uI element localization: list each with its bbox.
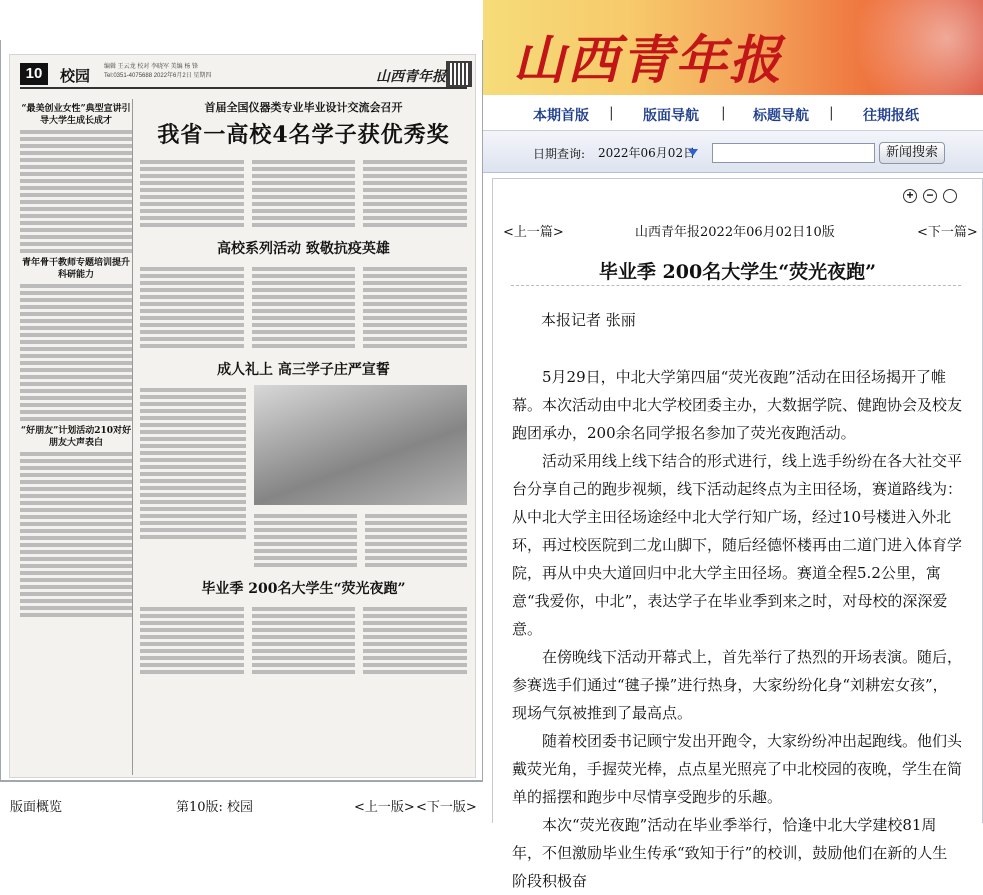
next-article-link[interactable]: <下一篇> <box>917 225 978 240</box>
article-paragraph: 在傍晚线下活动开幕式上，首先举行了热烈的开场表演。随后，参赛选手们通过“毽子操”进行热身，大家纷纷化身“刘耕宏女孩”，现场气氛被推到了最高点。 <box>512 648 963 722</box>
article-byline: 本报记者 张丽 <box>541 311 636 329</box>
next-page-link[interactable]: <下一版> <box>416 800 477 815</box>
article-paragraph: 本次“荧光夜跑”活动在毕业季举行，恰逢中北大学建校81周年，不但激励毕业生传承“致知于行”的校训，鼓励他们在新的人生阶段积极奋 <box>512 816 948 890</box>
search-input[interactable] <box>712 143 875 163</box>
nav-separator: | <box>829 105 834 121</box>
article-panel <box>492 178 983 890</box>
side-column <box>20 99 133 775</box>
article-breadcrumb: 山西青年报2022年06月02日10版 <box>635 225 835 240</box>
ceremony-photo <box>254 385 467 505</box>
prev-article-link[interactable]: <上一篇> <box>503 225 564 240</box>
date-query-label: 日期查询: <box>533 147 586 161</box>
nav-page-nav[interactable]: 版面导航 <box>643 108 699 124</box>
qr-code-icon <box>446 61 472 87</box>
newspaper-page-image[interactable] <box>9 54 476 778</box>
date-select[interactable]: 2022年06月02日 <box>598 146 696 160</box>
nav-separator: | <box>609 105 614 121</box>
side-headline-2[interactable]: 青年骨干教师专题培训提升科研能力 <box>21 258 130 280</box>
dropdown-arrow-icon[interactable] <box>688 149 698 156</box>
page-number: 10 <box>20 63 48 85</box>
nav-current-front[interactable]: 本期首版 <box>533 108 589 124</box>
nav-archive[interactable]: 往期报纸 <box>863 108 919 124</box>
headline-4[interactable]: 毕业季 200名大学生“荧光夜跑” <box>201 581 406 597</box>
article-body <box>512 363 962 895</box>
search-bar <box>483 131 983 173</box>
current-page-label: 第10版: 校园 <box>176 800 254 815</box>
article-paragraph: 随着校团委书记顾宁发出开跑令，大家纷纷冲出起跑线。他们头戴荧光角，手握荧光棒，点点星光照亮了中北校园的夜晚，学生在简单的摇摆和跑步中尽情享受跑步的乐趣。 <box>512 732 963 806</box>
overview-link[interactable]: 版面概览 <box>10 800 63 815</box>
site-logo: 山西青年报 <box>513 30 784 91</box>
nav-title-nav[interactable]: 标题导航 <box>753 108 809 124</box>
divider <box>511 285 961 286</box>
zoom-reset-icon[interactable] <box>943 189 957 203</box>
page-section-name: 校园 <box>60 67 91 85</box>
headline-2[interactable]: 高校系列活动 致敬抗疫英雄 <box>217 241 390 257</box>
page-logo: 山西青年报 <box>376 69 446 85</box>
page-footer-bar <box>0 781 483 823</box>
site-banner <box>483 0 983 95</box>
page-meta: 编辑 王云龙 校对 李晓军 美编 杨 锋 Tel:0351-4075688 2022年6月2日 星期四 <box>104 64 212 79</box>
epaper-panel <box>0 40 483 781</box>
prev-page-link[interactable]: <上一版> <box>354 800 415 815</box>
top-nav <box>483 95 983 131</box>
article-title: 毕业季 200名大学生“荧光夜跑” <box>598 261 877 283</box>
side-headline-3[interactable]: “好朋友”计划活动210对好朋友大声表白 <box>20 426 132 448</box>
article-nav <box>493 219 982 243</box>
zoom-in-icon[interactable]: + <box>903 189 917 203</box>
search-button[interactable]: 新闻搜索 <box>879 142 945 164</box>
headline-3[interactable]: 成人礼上 高三学子庄严宣誓 <box>217 362 390 378</box>
zoom-controls <box>903 189 957 203</box>
main-columns <box>140 99 467 775</box>
page-header <box>20 61 467 89</box>
zoom-out-icon[interactable]: − <box>923 189 937 203</box>
lead-headline[interactable]: 我省一高校4名学子获优秀奖 <box>157 122 450 148</box>
article-paragraph: 5月29日，中北大学第四届“荧光夜跑”活动在田径场揭开了帷幕。本次活动由中北大学校团委主办，大数据学院、健跑协会及校友跑团承办，200余名同学报名参加了荧光夜跑活动。 <box>512 368 963 442</box>
article-paragraph: 活动采用线上线下结合的形式进行，线上选手纷纷在各大社交平台分享自己的跑步视频，线下活动起终点为主田径场，赛道路线为：从中北大学主田径场途经中北大学行知广场，经过10号楼进入外北环，再过校医院到二龙山脚下，随后经德怀楼再由二道门进入体育学院，再从中央大道回归中北大学主田径场。赛道全程5.2公里，寓意“我爱你，中北”，表达学子在毕业季到来之时，对母校的深深爱意。 <box>512 452 963 638</box>
side-headline-1[interactable]: “最美创业女性”典型宣讲引导大学生成长成才 <box>21 104 131 126</box>
nav-separator: | <box>721 105 726 121</box>
lead-subhead[interactable]: 首届全国仪器类专业毕业设计交流会召开 <box>204 101 403 114</box>
